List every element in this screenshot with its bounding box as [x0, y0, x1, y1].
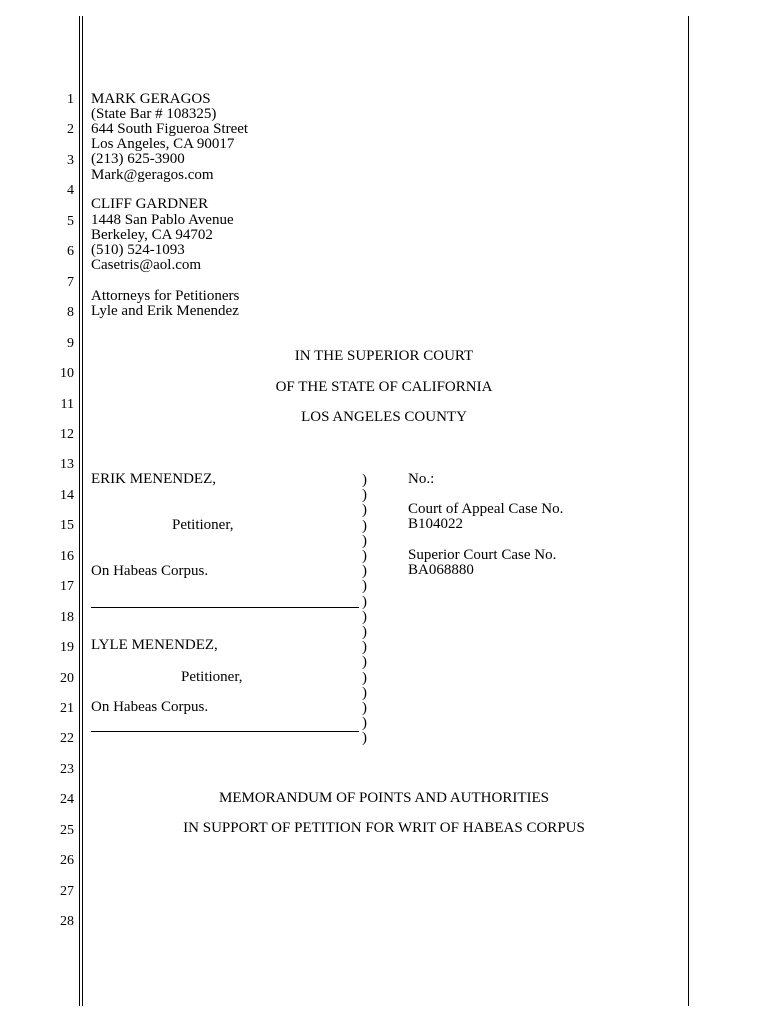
court-heading-line3: LOS ANGELES COUNTY [301, 409, 467, 425]
line-number: 11 [60, 397, 74, 412]
party1-name: ERIK MENENDEZ, [91, 471, 216, 487]
line-number: 16 [60, 549, 74, 564]
line-number: 21 [60, 701, 74, 716]
right-margin-rule [688, 16, 689, 1006]
line-number: 12 [60, 427, 74, 442]
court-heading-line2: OF THE STATE OF CALIFORNIA [275, 379, 493, 395]
line-number: 19 [60, 640, 74, 655]
superior-case-number: BA068880 [408, 562, 474, 578]
document-title-line2: IN SUPPORT OF PETITION FOR WRIT OF HABEAS CORPUS [183, 820, 585, 836]
attorney2-phone: (510) 524-1093 [91, 242, 185, 258]
attorney-email: Mark@geragos.com [91, 167, 214, 183]
attorney2-street: 1448 San Pablo Avenue [91, 212, 234, 228]
line-number: 25 [60, 823, 74, 838]
attorney2-email: Casetris@aol.com [91, 257, 202, 273]
line-number: 20 [60, 671, 74, 686]
line-number: 10 [60, 366, 74, 381]
party1-role: Petitioner, [172, 517, 234, 533]
case-no-label: No.: [408, 471, 435, 487]
line-number: 4 [67, 183, 74, 198]
line-number: 5 [67, 214, 74, 229]
appeal-case-number: B104022 [408, 516, 464, 532]
line-number: 2 [67, 122, 74, 137]
left-margin-rule-inner [82, 16, 83, 1006]
court-heading-line1: IN THE SUPERIOR COURT [294, 348, 474, 364]
attorney-name: MARK GERAGOS [91, 91, 211, 107]
party2-habeas: On Habeas Corpus. [91, 699, 209, 715]
line-number: 9 [67, 336, 74, 351]
line-number: 15 [60, 518, 74, 533]
document-title-line1: MEMORANDUM OF POINTS AND AUTHORITIES [218, 790, 550, 806]
party2-name: LYLE MENENDEZ, [91, 637, 218, 653]
line-number: 24 [60, 792, 74, 807]
attorney2-city: Berkeley, CA 94702 [91, 227, 213, 243]
party2-role: Petitioner, [181, 669, 243, 685]
line-number: 7 [67, 275, 74, 290]
line-number: 27 [60, 884, 74, 899]
party1-habeas: On Habeas Corpus. [91, 563, 209, 579]
line-number: 3 [67, 153, 74, 168]
line-number: 1 [67, 92, 74, 107]
line-number: 23 [60, 762, 74, 777]
appeal-case-label: Court of Appeal Case No. [408, 501, 564, 517]
line-number: 17 [60, 579, 74, 594]
left-margin-rule-outer [79, 16, 80, 1006]
line-number: 8 [67, 305, 74, 320]
line-number: 22 [60, 731, 74, 746]
attorney-city: Los Angeles, CA 90017 [91, 136, 235, 152]
attorneys-for-line1: Attorneys for Petitioners [91, 288, 240, 304]
line-number: 6 [67, 244, 74, 259]
party2-underline [91, 731, 359, 732]
attorney-street: 644 South Figueroa Street [91, 121, 249, 137]
line-number: 13 [60, 457, 74, 472]
line-number: 18 [60, 610, 74, 625]
line-number: 28 [60, 914, 74, 929]
attorneys-for-line2: Lyle and Erik Menendez [91, 303, 239, 319]
line-number: 14 [60, 488, 74, 503]
attorney2-name: CLIFF GARDNER [91, 196, 209, 212]
caption-paren-column: ) ) ) ) ) ) ) ) ) ) ) ) ) ) ) ) ) ) [362, 472, 367, 747]
superior-case-label: Superior Court Case No. [408, 547, 557, 563]
party1-underline [91, 607, 359, 608]
attorney-bar-number: (State Bar # 108325) [91, 106, 217, 122]
line-number: 26 [60, 853, 74, 868]
attorney-phone: (213) 625-3900 [91, 151, 185, 167]
